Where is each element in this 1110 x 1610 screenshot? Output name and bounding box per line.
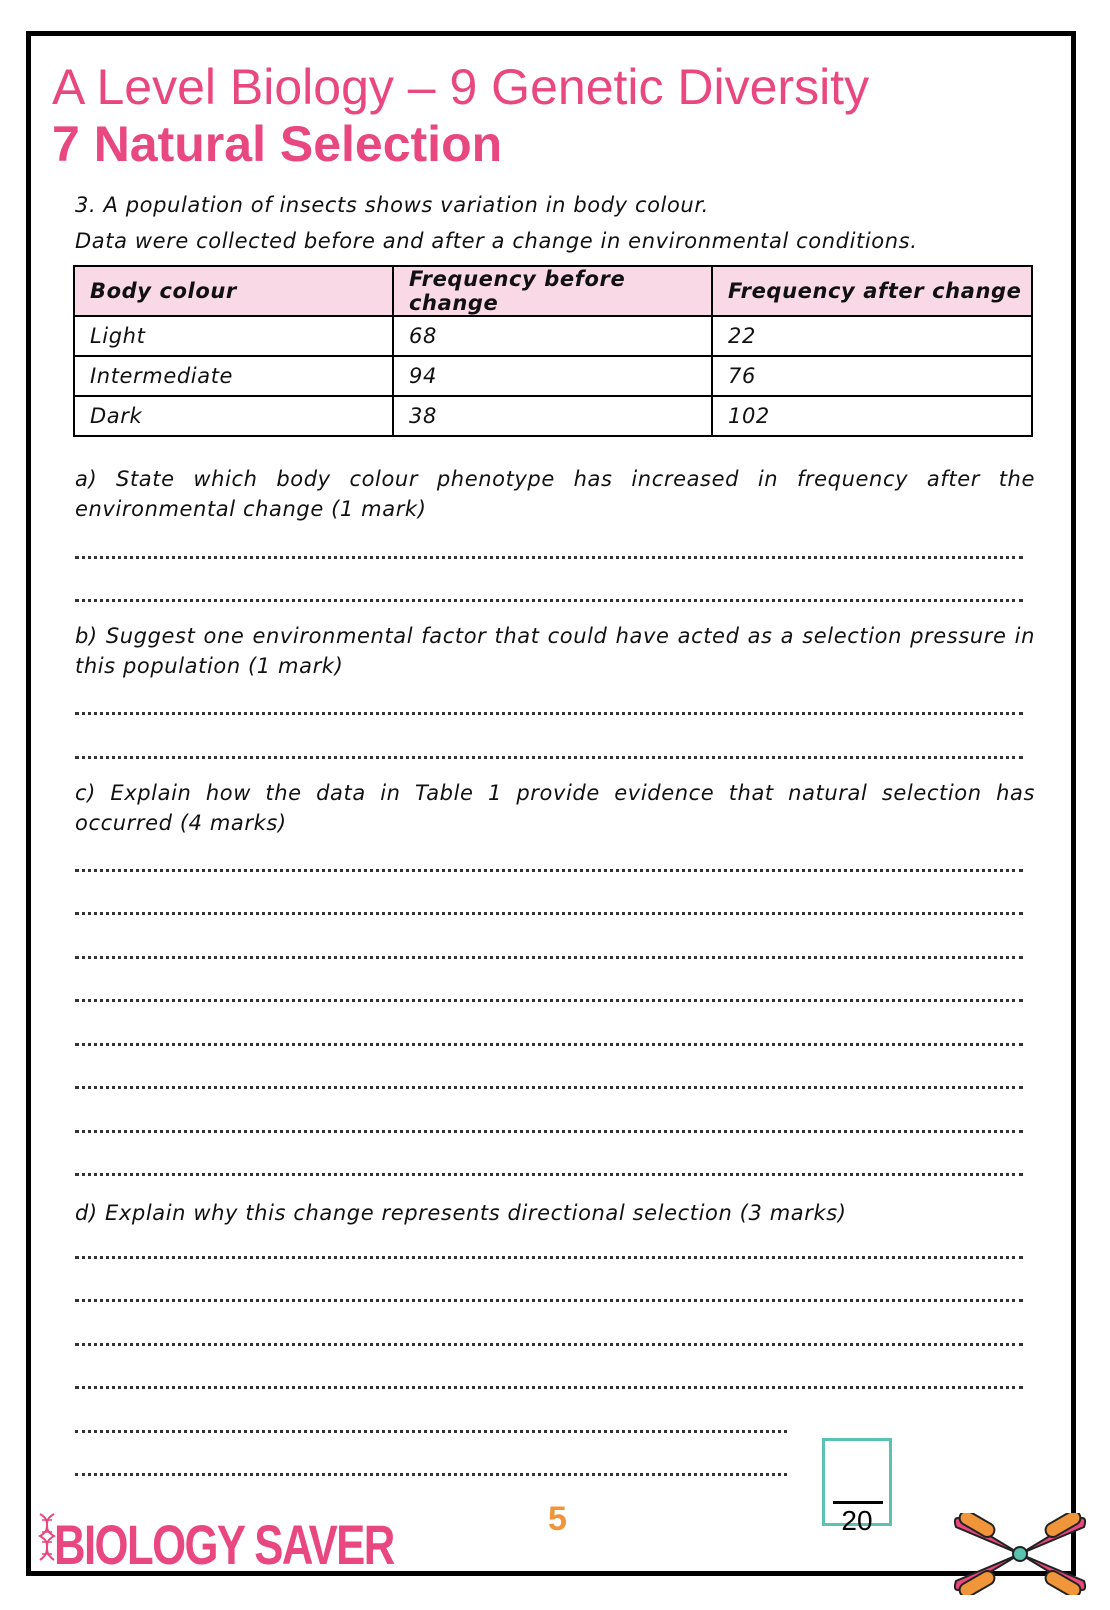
- table-cell: 76: [712, 356, 1032, 396]
- answer-line[interactable]: [75, 556, 1023, 559]
- table-header-cell: Frequency before change: [393, 266, 712, 316]
- table-header-cell: Body colour: [74, 266, 393, 316]
- marks-divider: [833, 1501, 883, 1504]
- question-b: b) Suggest one environmental factor that could have acted as a selection pressure in this population (1 mark): [75, 624, 1035, 678]
- page-subtitle: 7 Natural Selection: [52, 116, 503, 172]
- table-cell: 94: [393, 356, 712, 396]
- intro-line-1: 3. A population of insects shows variation in body colour.: [75, 193, 709, 217]
- table-cell: 22: [712, 316, 1032, 356]
- table-row: [74, 356, 1032, 396]
- answer-line[interactable]: [75, 1043, 1023, 1046]
- question-d: d) Explain why this change represents directional selection (3 marks): [75, 1201, 847, 1225]
- table-header-cell: Frequency after change: [712, 266, 1032, 316]
- page-title: A Level Biology – 9 Genetic Diversity: [52, 59, 870, 115]
- table-cell: Dark: [74, 396, 393, 436]
- table-header-row: [74, 266, 1032, 316]
- page-number: 5: [548, 1500, 567, 1538]
- answer-line[interactable]: [75, 599, 1023, 602]
- question-a: a) State which body colour phenotype has increased in frequency after the environmental change (1 mark): [75, 467, 1035, 521]
- answer-line[interactable]: [75, 912, 1023, 915]
- question-c: c) Explain how the data in Table 1 provide evidence that natural selection has occurred (4 marks): [75, 781, 1035, 835]
- chromosome-icon: [950, 1513, 1090, 1595]
- answer-line[interactable]: [75, 956, 1023, 959]
- answer-line[interactable]: [75, 1173, 1023, 1176]
- table-cell: 68: [393, 316, 712, 356]
- table-cell: Intermediate: [74, 356, 393, 396]
- answer-line[interactable]: [75, 1473, 787, 1476]
- data-table: [73, 265, 1033, 437]
- table-cell: Light: [74, 316, 393, 356]
- table-row: [74, 316, 1032, 356]
- table-row: [74, 396, 1032, 436]
- answer-line[interactable]: [75, 999, 1023, 1002]
- answer-line[interactable]: [75, 1386, 1023, 1389]
- answer-line[interactable]: [75, 1130, 1023, 1133]
- table-cell: 102: [712, 396, 1032, 436]
- marks-total: 20: [841, 1505, 873, 1536]
- answer-line[interactable]: [75, 1343, 1023, 1346]
- intro-line-2: Data were collected before and after a change in environmental conditions.: [75, 229, 918, 253]
- answer-line[interactable]: [75, 1299, 1023, 1302]
- answer-line[interactable]: [75, 1086, 1023, 1089]
- answer-line[interactable]: [75, 756, 1023, 759]
- answer-line[interactable]: [75, 869, 1023, 872]
- answer-line[interactable]: [75, 1256, 1023, 1259]
- marks-box[interactable]: [822, 1438, 892, 1536]
- table-cell: 38: [393, 396, 712, 436]
- answer-line[interactable]: [75, 712, 1023, 715]
- answer-line[interactable]: [75, 1430, 787, 1433]
- biology-saver-logo: BIOLOGY SAVER: [54, 1513, 394, 1576]
